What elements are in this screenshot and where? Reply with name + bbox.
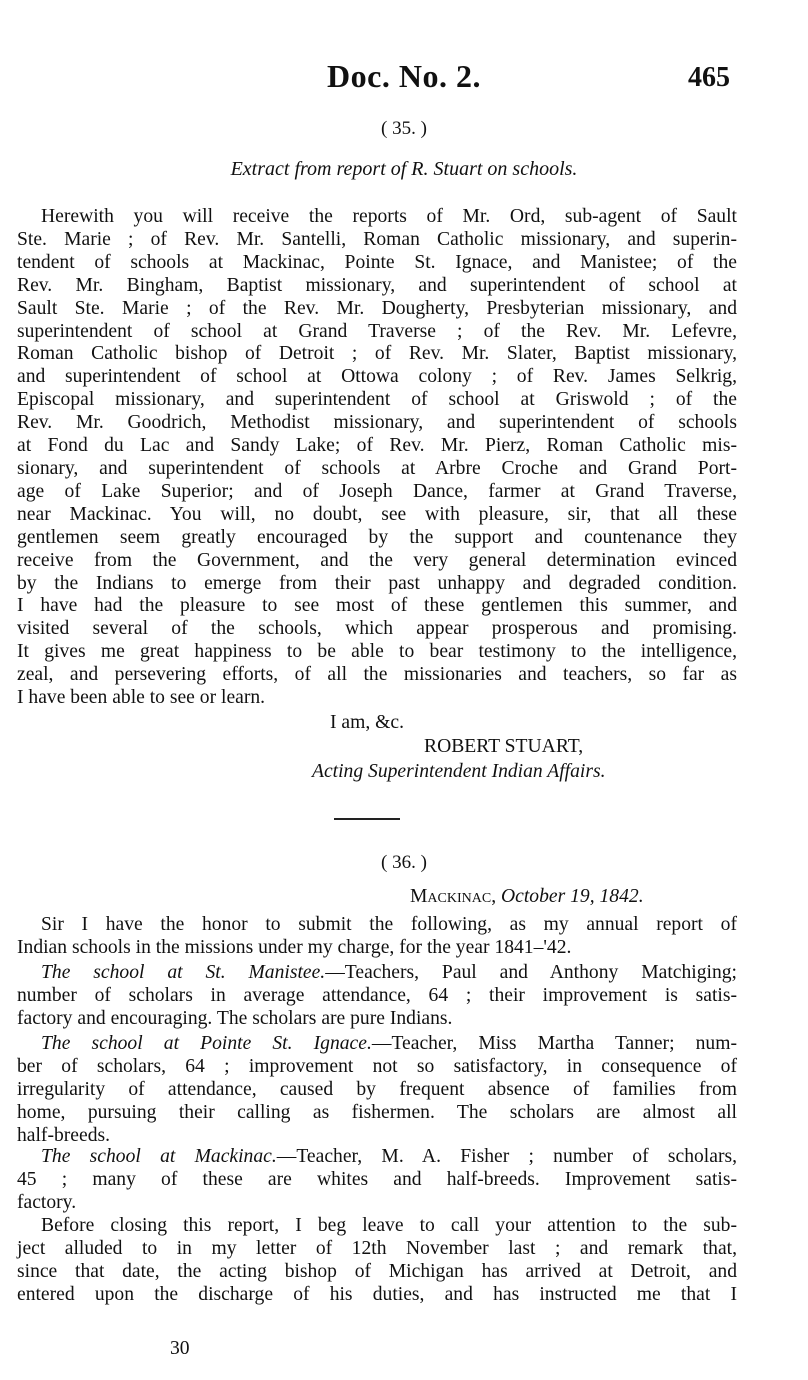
text-line: ber of scholars, 64 ; improvement not so satisfactory, in consequence of <box>17 1055 737 1077</box>
signature-name: ROBERT STUART, <box>424 736 584 757</box>
text-line: receive from the Government, and the very general determination evinced <box>17 549 737 571</box>
school-heading-manistee: The school at St. Manistee. <box>41 962 326 983</box>
printer-signature-mark: 30 <box>170 1338 190 1359</box>
text-line: It gives me great happiness to be able to bear testimony to the intelligence, <box>17 641 737 663</box>
text-line: ject alluded to in my letter of 12th November last ; and remark that, <box>17 1237 737 1259</box>
text-line: 45 ; many of these are whites and half-breeds. Improvement satis- <box>17 1168 737 1190</box>
text-line: age of Lake Superior; and of Joseph Dance, farmer at Grand Traverse, <box>17 480 737 502</box>
text-line: Indian schools in the missions under my charge, for the year 1841–'42. <box>17 936 572 958</box>
text-line <box>17 1033 737 1056</box>
text-line: zeal, and persevering efforts, of all the missionaries and teachers, so far as <box>17 664 737 686</box>
text-line <box>17 1146 737 1169</box>
text-line: irregularity of attendance, caused by frequent absence of families from <box>17 1078 737 1100</box>
text-line: half-breeds. <box>17 1124 111 1146</box>
text-line: Episcopal missionary, and superintendent of school at Griswold ; of the <box>17 389 737 411</box>
text-line: visited several of the schools, which appear prosperous and promising. <box>17 618 737 640</box>
section-35-body <box>17 206 737 710</box>
section-36-para-5 <box>17 1215 737 1307</box>
section-36-para-1 <box>17 914 737 960</box>
text-line: I have had the pleasure to see most of these gentlemen this summer, and <box>17 595 737 617</box>
text-line: Roman Catholic bishop of Detroit ; of Rev. Mr. Slater, Baptist missionary, <box>17 343 737 365</box>
section-number-35: ( 35. ) <box>381 118 427 139</box>
text-fragment: —Teachers, Paul and Anthony Matchiging; <box>325 962 737 983</box>
section-36-para-4 <box>17 1146 737 1215</box>
signature-title: Acting Superintendent Indian Affairs. <box>312 761 606 782</box>
text-line: and superintendent of school at Ottowa colony ; of Rev. James Selkrig, <box>17 366 737 388</box>
text-line: near Mackinac. You will, no doubt, see with pleasure, sir, that all these <box>17 503 737 525</box>
text-line: Rev. Mr. Goodrich, Methodist missionary, and superintendent of schools <box>17 412 737 434</box>
section-number-36: ( 36. ) <box>381 852 427 873</box>
text-line: Ste. Marie ; of Rev. Mr. Santelli, Roman Catholic missionary, and superin- <box>17 228 737 250</box>
section-36-para-3 <box>17 1033 737 1148</box>
text-line: home, pursuing their calling as fishermen. The scholars are almost all <box>17 1101 737 1123</box>
text-line: factory. <box>17 1191 77 1213</box>
text-line: sionary, and superintendent of schools at Arbre Croche and Grand Port- <box>17 457 737 479</box>
text-line: number of scholars in average attendance, 64 ; their improvement is satis- <box>17 984 737 1006</box>
dateline-place: Mackinac, <box>410 886 497 907</box>
section-35-subtitle: Extract from report of R. Stuart on schools. <box>230 158 578 180</box>
text-line: tendent of schools at Mackinac, Pointe St. Ignace, and Manistee; of the <box>17 251 737 273</box>
text-line: by the Indians to emerge from their past unhappy and degraded condition. <box>17 572 737 594</box>
text-fragment: —Teacher, Miss Martha Tanner; num- <box>371 1033 737 1054</box>
school-heading-pointe-st-ignace: The school at Pointe St. Ignace. <box>41 1033 372 1054</box>
text-line: Herewith you will receive the reports of Mr. Ord, sub-agent of Sault <box>41 206 737 227</box>
text-line <box>17 962 737 985</box>
text-line: gentlemen seem greatly encouraged by the support and countenance they <box>17 526 737 548</box>
text-line: Sir I have the honor to submit the following, as my annual report of <box>41 914 737 935</box>
text-line: factory and encouraging. The scholars are pure Indians. <box>17 1007 453 1029</box>
text-line: I have been able to see or learn. <box>17 687 266 709</box>
text-line: at Fond du Lac and Sandy Lake; of Rev. Mr. Pierz, Roman Catholic mis- <box>17 435 737 457</box>
closing-salutation: I am, &c. <box>330 712 404 733</box>
school-heading-mackinac: The school at Mackinac. <box>41 1146 277 1167</box>
letter-dateline <box>410 886 644 908</box>
document-header-title: Doc. No. 2. <box>327 58 481 94</box>
text-line: Before closing this report, I beg leave to call your attention to the sub- <box>41 1215 737 1236</box>
section-36-para-2 <box>17 962 737 1031</box>
text-line: Sault Ste. Marie ; of the Rev. Mr. Dougherty, Presbyterian missionary, and <box>17 297 737 319</box>
page-number: 465 <box>688 62 730 93</box>
text-line: since that date, the acting bishop of Michigan has arrived at Detroit, and <box>17 1260 737 1282</box>
section-divider <box>334 818 400 820</box>
text-line: entered upon the discharge of his duties, and has instructed me that I <box>17 1283 737 1305</box>
text-line: superintendent of school at Grand Traverse ; of the Rev. Mr. Lefevre, <box>17 320 737 342</box>
text-fragment: —Teacher, M. A. Fisher ; number of scholars, <box>276 1146 737 1167</box>
dateline-date: October 19, 1842. <box>501 886 644 907</box>
text-line: Rev. Mr. Bingham, Baptist missionary, and superintendent of school at <box>17 274 737 296</box>
